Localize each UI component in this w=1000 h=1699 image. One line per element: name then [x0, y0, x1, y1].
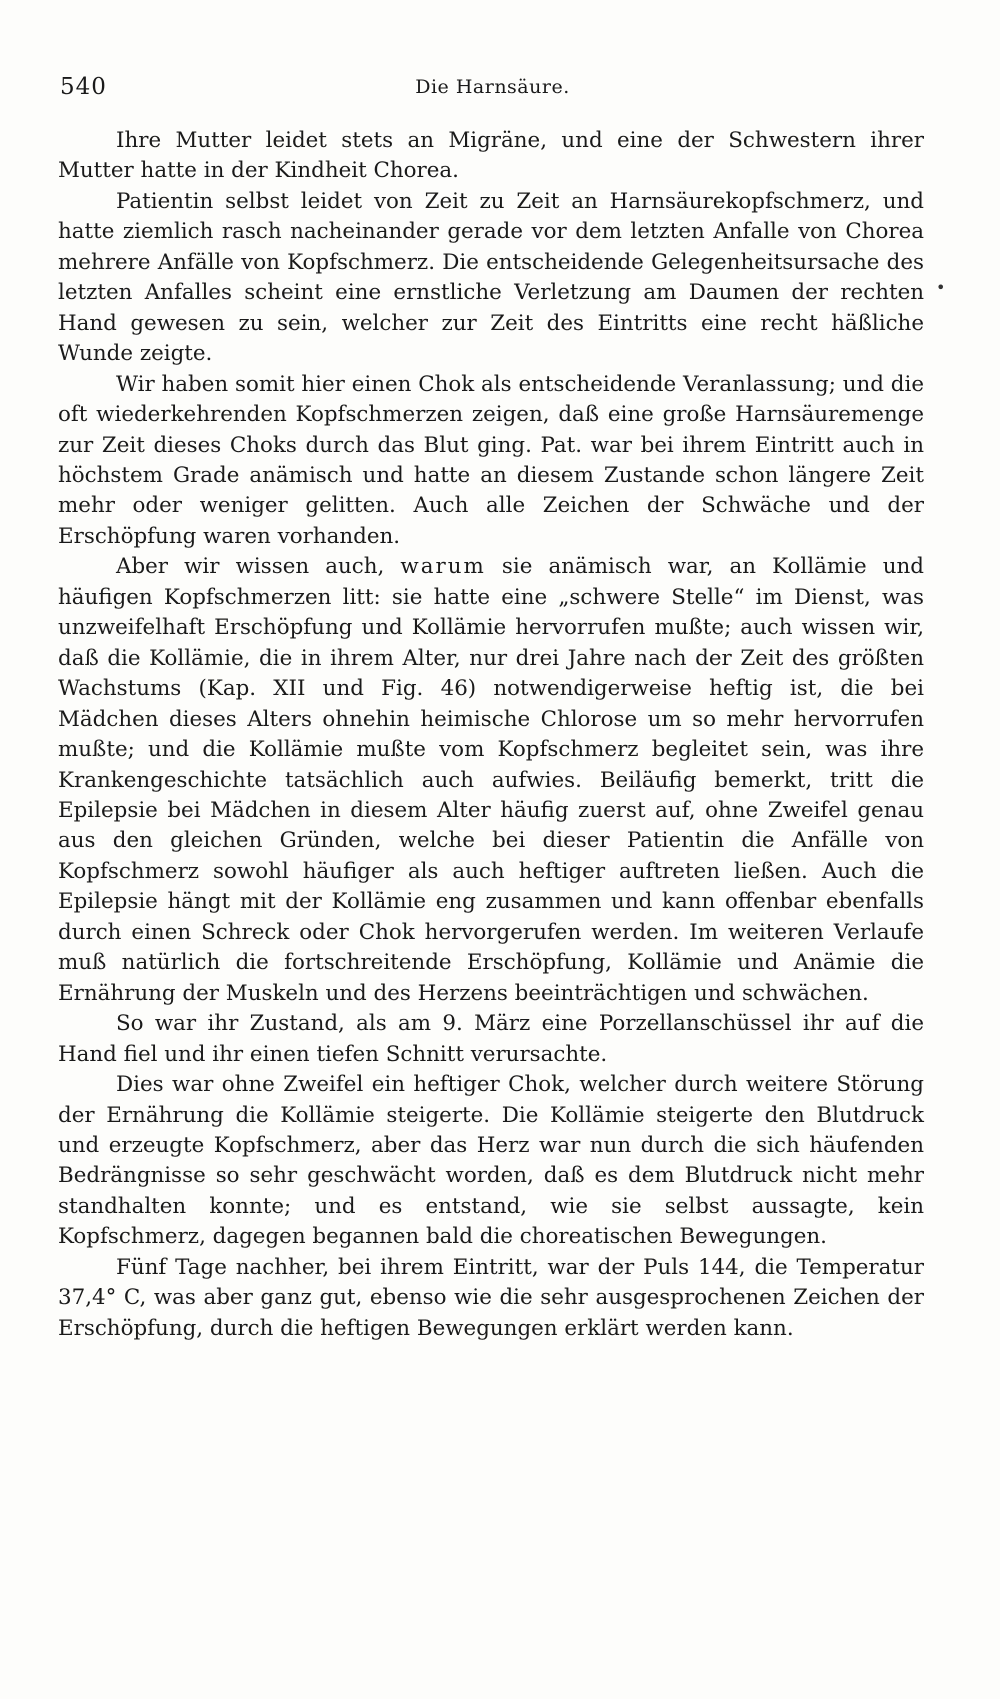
paragraph-2: Patientin selbst leidet von Zeit zu Zeit an Harnsäurekopfschmerz, und hatte ziemlich rasch nacheinander gerade vor dem letzten Anfalle von Chorea mehrere Anfälle von Kopfschmerz. Die entscheidende Gelegenheitsursache des letzten Anfalles scheint eine ernstliche Verletzung am Daumen der rechten Hand gewesen zu sein, welcher zur Zeit des Eintritts eine recht häßliche Wunde zeigte. [58, 188, 924, 367]
emphasized-word: warum [400, 554, 486, 580]
paragraph-4-rest: sie anämisch war, an Kollämie und häufigen Kopfschmerzen litt: sie hatte eine „schwere Stelle“ im Dienst, was unzweifelhaft Erschöpfung und Kollämie hervorrufen mußte; auch wissen wir, daß die Kollämie, die in ihrem Alter, nur drei Jahre nach der Zeit des größten Wachstums (Kap. XII und Fig. 46) notwendigerweise heftig ist, die bei Mädchen dieses Alters ohnehin heimische Chlorose um so mehr hervorrufen mußte; und die Kollämie mußte vom Kopfschmerz begleitet sein, was ihre Krankengeschichte tatsächlich auch aufwies. Beiläufig bemerkt, tritt die Epilepsie bei Mädchen in diesem Alter häufig zuerst auf, ohne Zweifel genau aus den gleichen Gründen, welche bei dieser Patientin die Anfälle von Kopfschmerz sowohl häufiger als auch heftiger auftreten ließen. Auch die Epilepsie hängt mit der Kollämie eng zusammen und kann offenbar ebenfalls durch einen Schreck oder Chok hervorgerufen werden. Im weiteren Verlaufe muß natürlich die fortschreitende Erschöpfung, Kollämie und Anämie die Ernährung der Muskeln und des Herzens beeinträchtigen und schwächen. [58, 554, 924, 1006]
page-header [60, 74, 925, 108]
body-text [58, 126, 924, 1344]
paragraph-1: Ihre Mutter leidet stets an Migräne, und eine der Schwestern ihrer Mutter hatte in der Kindheit Chorea. [58, 128, 924, 184]
paragraph-5: So war ihr Zustand, als am 9. März eine Porzellanschüssel ihr auf die Hand fiel und ihr einen tiefen Schnitt verursachte. [58, 1011, 924, 1067]
paragraph-3: Wir haben somit hier einen Chok als entscheidende Veranlassung; und die oft wiederkehrenden Kopfschmerzen zeigen, daß eine große Harnsäuremenge zur Zeit dieses Choks durch das Blut ging. Pat. war bei ihrem Eintritt auch in höchstem Grade anämisch und hatte an diesem Zustande schon längere Zeit mehr oder weniger gelitten. Auch alle Zeichen der Schwäche und der Erschöpfung waren vorhanden. [58, 371, 924, 549]
paragraph-4-start: Aber wir wissen auch, [116, 554, 401, 580]
running-title: Die Harnsäure. [415, 76, 570, 98]
paragraph-4 [58, 552, 924, 1009]
page-number: 540 [60, 74, 107, 100]
paragraph-7: Fünf Tage nachher, bei ihrem Eintritt, war der Puls 144, die Temperatur 37,4° C, was aber ganz gut, ebenso wie die sehr ausgesprochenen Zeichen der Erschöpfung, durch die heftigen Bewegungen erklärt werden kann. [58, 1254, 924, 1341]
margin-mark: • [936, 278, 946, 297]
paragraph-6: Dies war ohne Zweifel ein heftiger Chok, welcher durch weitere Störung der Ernährung die Kollämie steigerte. Die Kollämie steigerte den Blutdruck und erzeugte Kopfschmerz, aber das Herz war nun durch die sich häufenden Bedrängnisse so sehr geschwächt worden, daß es dem Blutdruck nicht mehr standhalten konnte; und es entstand, wie sie selbst aussagte, kein Kopfschmerz, dagegen begannen bald die choreatischen Bewegungen. [58, 1072, 924, 1250]
